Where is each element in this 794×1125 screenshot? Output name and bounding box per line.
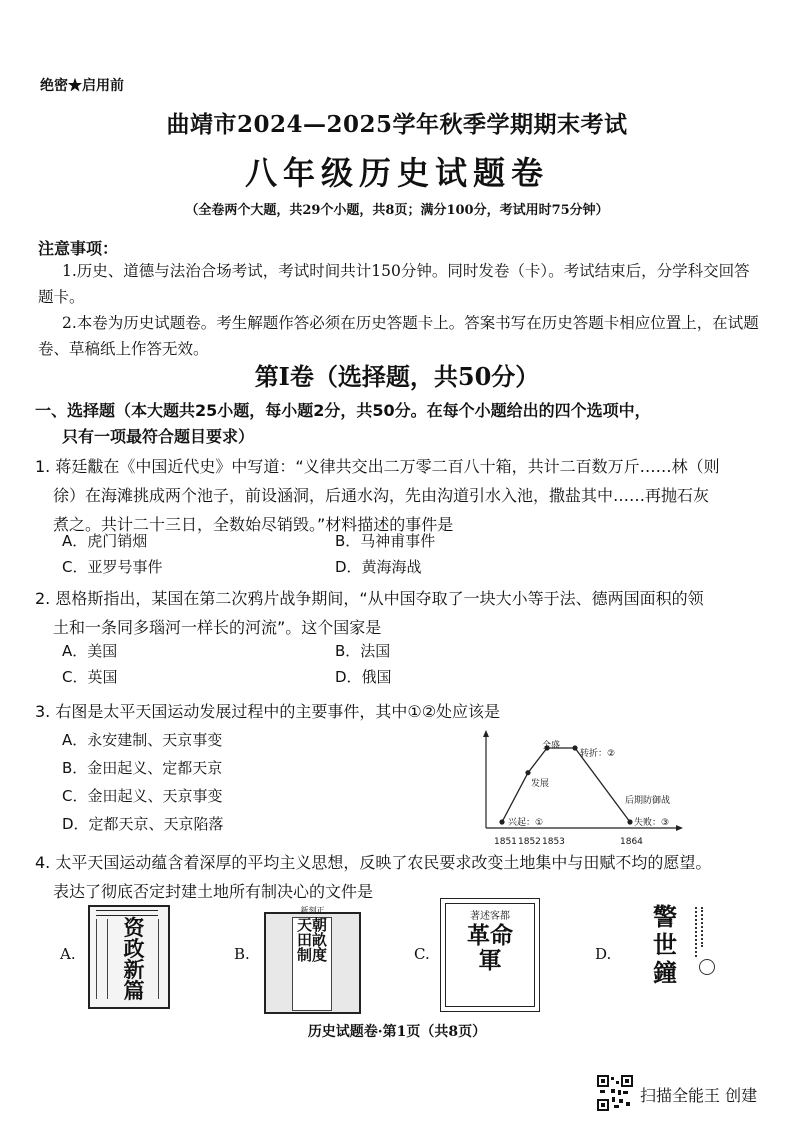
chart-tick-label: 1864 [620, 837, 643, 847]
book-a-title: 资政新篇 [123, 915, 145, 1003]
section-instructions-2: 只有一项最符合题目要求） [62, 427, 255, 446]
chart-point-label: 失败：③ [634, 818, 670, 828]
question-1-line-3: 煮之。共计二十三日，全数始尽销毁。”材料描述的事件是 [53, 515, 454, 534]
q4-book-a-cover[interactable] [88, 905, 170, 1009]
q1-option-b[interactable]: B．马神甫事件 [335, 532, 436, 550]
notes-item-1-text: 1.历史、道德与法治合场考试，考试时间共计150分钟。同时发卷（卡）。考试结束后，分学科交回答题卡。 [38, 262, 750, 306]
book-c-title: 革命軍 [467, 922, 513, 974]
q4-book-d-cover[interactable] [645, 903, 730, 1008]
q2-option-d[interactable]: D．俄国 [335, 668, 392, 686]
chart-point [572, 745, 577, 750]
question-4 [35, 848, 770, 906]
chart-point-label: 发展 [531, 779, 550, 789]
chart-tick-label: 1853 [542, 837, 565, 847]
q1-option-d[interactable]: D．黄海海战 [335, 558, 422, 576]
question-2-line-1: 2. 恩格斯指出，某国在第二次鸦片战争期间，“从中国夺取了一块大小等于法、德两国面积的领 [35, 589, 704, 608]
q4-option-a-label[interactable]: A. [60, 945, 76, 963]
chart-point [627, 819, 632, 824]
q2-option-a[interactable]: A．美国 [62, 642, 118, 660]
q1-option-c[interactable]: C．亚罗号事件 [62, 558, 163, 576]
taiping-timeline-chart [470, 728, 695, 853]
question-1 [35, 452, 770, 539]
page-footer: 历史试题卷·第1页（共8页） [307, 1024, 487, 1040]
book-a-left-column [96, 919, 108, 999]
q4-option-b-label[interactable]: B. [234, 945, 250, 963]
book-b-header: 新刻正 [300, 906, 325, 915]
q3-option-d[interactable]: D．定都天京、天京陷落 [62, 815, 224, 833]
q4-book-c-cover[interactable] [440, 898, 540, 1012]
q3-option-b[interactable]: B．金田起义、定都天京 [62, 759, 223, 777]
notes-item-1 [38, 258, 760, 310]
scanner-watermark: 扫描全能王 创建 [640, 1086, 758, 1105]
section-title: 第Ⅰ卷（选择题，共50分） [254, 362, 540, 391]
chart-point-label: 转折：② [580, 749, 616, 759]
book-d-side-text-2 [701, 907, 705, 947]
chart-point [499, 819, 504, 824]
question-2 [35, 584, 770, 642]
question-3: 3. 右图是太平天国运动发展过程中的主要事件，其中①②处应该是 [35, 702, 501, 721]
q1-option-a[interactable]: A．虎门销烟 [62, 532, 148, 550]
book-d-title: 警世鐘 [653, 902, 677, 987]
book-c-author: 著述客都 [470, 911, 510, 922]
question-4-line-1: 4. 太平天国运动蕴含着深厚的平均主义思想，反映了农民要求改变土地集中与田赋不均的愿望。 [35, 853, 712, 872]
q3-option-c[interactable]: C．金田起义、天京事变 [62, 787, 223, 805]
question-4-line-2: 表达了彻底否定封建土地所有制决心的文件是 [53, 882, 374, 901]
q3-option-a[interactable]: A．永安建制、天京事变 [62, 731, 223, 749]
paper-subtitle: （全卷两个大题，共29个小题，共8页；满分100分，考试用时75分钟） [185, 203, 609, 218]
chart-point-label: 兴起：① [508, 818, 544, 828]
chart-tick-label: 1852 [518, 837, 541, 847]
chart-y-arrow [483, 730, 489, 737]
book-d-side-text-1 [695, 907, 699, 957]
chart-x-arrow [676, 825, 683, 831]
notes-heading: 注意事项： [38, 239, 119, 258]
chart-series-line [502, 748, 630, 822]
notes-item-2-text: 2.本卷为历史试题卷。考生解题作答必须在历史答题卡上。答案书写在历史答题卡相应位置上，在试题卷、草稿纸上作答无效。 [38, 314, 759, 358]
question-1-line-2: 徐）在海滩挑成两个池子，前设涵洞，后通水沟，先由沟道引水入池，撒盐其中……再抛石灰 [53, 486, 710, 505]
paper-title: 八年级历史试题卷 [244, 154, 549, 192]
book-d-seal [699, 959, 715, 975]
q4-option-d-label[interactable]: D. [595, 945, 612, 963]
chart-tick-label: 1851 [494, 837, 517, 847]
chart-point [525, 770, 530, 775]
question-1-line-1: 1. 蒋廷黻在《中国近代史》中写道：“义律共交出二万零二百八十箱，共计二百数万斤……林（则 [35, 457, 720, 476]
qr-code-icon [597, 1075, 633, 1111]
notes-item-2 [38, 310, 760, 362]
chart-point-label: 后期防御战 [625, 796, 671, 806]
question-2-line-2: 土和一条同多瑙河一样长的河流”。这个国家是 [53, 618, 382, 637]
exam-title: 曲靖市2024—2025学年秋季学期期末考试 [166, 111, 628, 138]
section-instructions-1: 一、选择题（本大题共25小题，每小题2分，共50分。在每个小题给出的四个选项中， [35, 401, 651, 420]
q4-option-c-label[interactable]: C. [414, 945, 430, 963]
confidential-mark: 绝密★启用前 [40, 78, 124, 94]
q2-option-b[interactable]: B．法国 [335, 642, 391, 660]
book-a-right-column [158, 919, 165, 999]
q4-book-b-cover[interactable] [264, 906, 361, 1014]
book-b-title: 天朝田畝制度 [296, 916, 327, 964]
q2-option-c[interactable]: C．英国 [62, 668, 118, 686]
chart-point-label: 全盛 [542, 741, 561, 751]
